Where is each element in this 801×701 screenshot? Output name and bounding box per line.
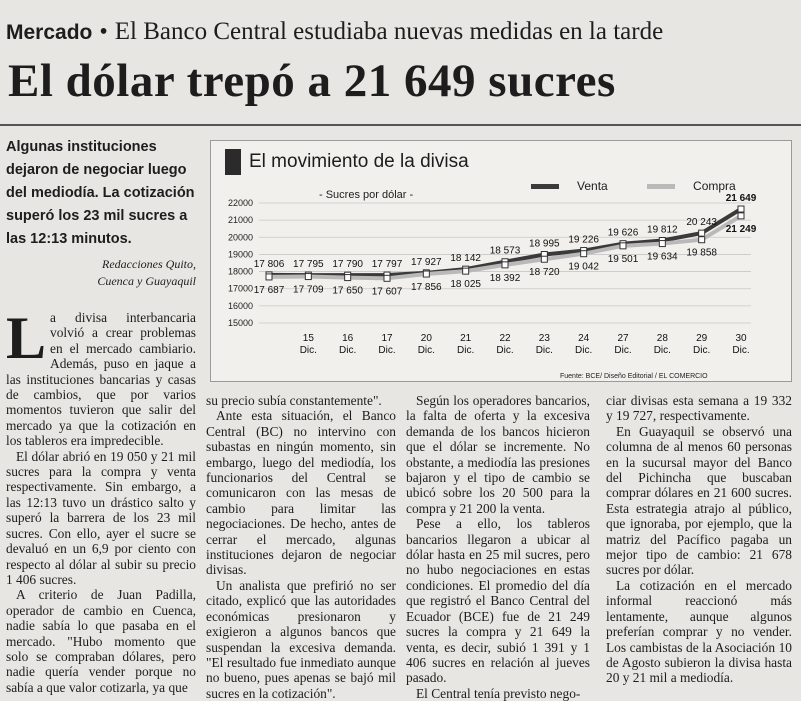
x-tick-label: Dic. <box>575 345 593 356</box>
data-label-venta: 19 812 <box>647 224 678 236</box>
x-tick-label: 29 <box>696 333 708 344</box>
y-tick-label: 16000 <box>227 300 253 311</box>
data-label-compra: 17 709 <box>293 284 324 296</box>
data-label-venta: 17 927 <box>411 256 442 268</box>
x-tick-label: Dic. <box>535 345 553 356</box>
x-tick-label: 15 <box>302 333 314 344</box>
x-tick-label: Dic. <box>614 345 632 356</box>
point-compra <box>699 237 705 243</box>
body-column-4 <box>606 393 792 686</box>
point-compra <box>266 274 272 280</box>
kicker <box>6 18 796 52</box>
point-compra <box>502 262 508 268</box>
data-label-venta: 21 649 <box>725 193 757 205</box>
data-label-compra: 19 042 <box>568 261 599 273</box>
data-label-venta: 18 142 <box>450 253 481 265</box>
point-compra <box>384 275 390 281</box>
y-tick-label: 20000 <box>227 232 253 243</box>
col3-paragraph-3: El Central tenía previsto nego- <box>416 685 581 701</box>
point-compra <box>345 275 351 281</box>
data-label-venta: 17 795 <box>293 259 324 271</box>
point-compra <box>423 271 429 277</box>
col1-paragraph-3: A criterio de Juan Padilla, operador de cambio en Cuenca, nadie sabía lo que pasaba en el mercado. "Hubo momento que solo se compraban dólares, pero nadie quería vender porque no sabía a que valor cotizarla, ya que <box>6 587 196 695</box>
headline: El dólar trepó a 21 649 sucres <box>8 55 616 107</box>
kicker-bullet: • <box>99 19 108 45</box>
col3-paragraph-2: Pese a ello, los tableros bancarios llegaron a ubicar al dólar hasta en 25 mil sucres, pero no hubo negociaciones en estas condiciones. El promedio del día que registró el Banco Central del Ecuador (BCE) fue de 21 249 sucres la compra y 21 649 la venta, es decir, subió 1 391 y 1 406 sucres en relación al jueves pasado. <box>406 516 590 686</box>
x-tick-label: Dic. <box>339 345 357 356</box>
x-tick-label: 24 <box>578 333 590 344</box>
data-label-compra: 18 720 <box>529 267 560 279</box>
body-column-1 <box>6 305 196 695</box>
dropcap: L <box>6 305 47 371</box>
chart-subtitle: - Sucres por dólar - <box>319 189 414 201</box>
y-tick-label: 21000 <box>227 215 253 226</box>
x-tick-label: 27 <box>617 333 629 344</box>
y-tick-label: 22000 <box>227 198 253 208</box>
col2-paragraph-2: Ante esta situación, el Banco Central (BC) no intervino con subastas en ningún momento, sin embargo, luego del mediodía, los funcionarios del Central se comunicaron con las mesas de cambio para limitar las negociaciones. De hecho, antes de cerrar el mercado, algunas instituciones dejaron de negociar divisas. <box>206 408 396 578</box>
data-label-venta: 20 243 <box>686 217 717 229</box>
x-tick-label: 21 <box>460 333 472 344</box>
data-label-venta: 19 626 <box>607 227 639 239</box>
x-tick-label: Dic. <box>693 345 711 356</box>
y-tick-label: 19000 <box>227 249 253 260</box>
legend-venta-label: Venta <box>577 179 608 193</box>
x-tick-label: 16 <box>342 333 354 344</box>
x-tick-label: Dic. <box>732 345 750 356</box>
x-tick-label: Dic. <box>299 345 317 356</box>
point-venta <box>699 230 705 236</box>
byline-line-2: Cuenca y Guayaquil <box>97 274 196 288</box>
data-label-compra: 19 634 <box>647 251 678 263</box>
data-label-compra: 17 650 <box>332 285 363 297</box>
data-label-compra: 19 858 <box>686 247 717 259</box>
point-compra <box>738 213 744 219</box>
y-tick-label: 18000 <box>227 266 253 277</box>
y-tick-label: 17000 <box>227 283 253 294</box>
x-tick-label: Dic. <box>653 345 671 356</box>
section-label: Mercado <box>6 21 93 44</box>
data-label-venta: 17 790 <box>332 259 363 271</box>
x-tick-label: 30 <box>735 333 747 344</box>
data-label-compra: 19 501 <box>607 253 639 265</box>
data-label-compra: 17 856 <box>411 282 442 294</box>
x-tick-label: Dic. <box>457 345 475 356</box>
point-compra <box>305 274 311 280</box>
body-column-3 <box>406 393 590 701</box>
data-label-compra: 21 249 <box>725 223 757 235</box>
data-label-venta: 17 806 <box>253 258 285 270</box>
chart-title-text: El movimiento de la divisa <box>249 151 469 173</box>
col2-paragraph-3: Un analista que prefirió no ser citado, explicó que las autoridades económicas presionaron y exigieron a algunos bancos que suspendan la excesiva demanda. "El resultado fue inmediato aunque no bueno, pues apenas se bajó mil sucres en la cotización". <box>206 577 396 701</box>
chart-plot <box>211 141 791 381</box>
x-tick-label: 28 <box>656 333 668 344</box>
data-label-venta: 18 573 <box>489 245 521 257</box>
point-compra <box>659 241 665 247</box>
x-tick-label: 23 <box>538 333 550 344</box>
x-tick-label: 20 <box>420 333 432 344</box>
chart-source: Fuente: BCE/ Diseño Editorial / EL COMERCIO <box>560 373 708 380</box>
lede: Algunas instituciones dejaron de negociar luego del mediodía. La cotización superó los 23 mil sucres a las 12:13 minutos. <box>6 139 195 247</box>
x-tick-label: Dic. <box>378 345 396 356</box>
point-compra <box>581 251 587 257</box>
point-compra <box>620 243 626 249</box>
point-compra <box>541 256 547 262</box>
col4-paragraph-2: En Guayaquil se observó una columna de al menos 60 personas en la sucursal mayor del Banco del Pichincha que buscaban comprar dólares en 21 600 sucres. Esta estrategia atrajo al público, que ignoraba, por ejemplo, que la matriz del Pacífico pagaba un mejor tipo de cambio: 21 678 sucres por dólar. <box>606 423 792 578</box>
data-label-compra: 17 607 <box>371 286 403 298</box>
data-label-venta: 18 995 <box>529 238 560 250</box>
col1-paragraph-1-text: a divisa interbancaria volvió a crear problemas en el mercado cambiario. Además, puso en jaque a las instituciones bancarias y casas de cambios, que por varios momentos tuvieron que salir del mercado ya que la cotización en los tableros era impredecible. <box>6 310 196 449</box>
data-label-compra: 17 687 <box>253 284 285 296</box>
byline-line-1: Redacciones Quito, <box>102 257 196 271</box>
y-tick-label: 15000 <box>227 318 253 328</box>
data-label-compra: 18 392 <box>489 272 521 284</box>
legend-compra-label: Compra <box>693 179 736 193</box>
data-label-venta: 19 226 <box>568 234 599 246</box>
col1-paragraph-1 <box>6 305 196 449</box>
header-rule <box>0 124 801 126</box>
point-compra <box>463 268 469 274</box>
x-tick-label: Dic. <box>417 345 435 356</box>
col1-paragraph-2: El dólar abrió en 19 050 y 21 mil sucres para la compra y venta respectivamente. Sin embargo, a las 12:13 tuvo un drástico salto y superó la barrera de los 23 mil sucres. Con ello, ayer el sucre se devaluó en un 6,9 por ciento con respecto al dólar al subir su precio 1 406 sucres. <box>6 448 196 587</box>
byline <box>80 256 196 290</box>
chart-box <box>210 140 792 382</box>
x-tick-label: 22 <box>499 333 511 344</box>
data-label-venta: 17 797 <box>371 259 403 271</box>
x-tick-label: Dic. <box>496 345 514 356</box>
x-tick-label: 17 <box>381 333 393 344</box>
col4-paragraph-1: ciar divisas esta semana a 19 332 y 19 727, respectivamente. <box>606 393 792 424</box>
kicker-subtitle: El Banco Central estudiaba nuevas medidas en la tarde <box>114 18 664 45</box>
data-label-compra: 18 025 <box>450 279 481 291</box>
point-venta <box>738 206 744 212</box>
col3-paragraph-1: Según los operadores bancarios, la falta de oferta y la excesiva demanda de los bancos hicieron que el dólar se incremente. No obstante, a mediodía las presiones bajaron y el tipo de cambio se ubicó sobre los 20 500 para la compra y 21 200 la venta. <box>406 393 590 516</box>
body-column-2 <box>206 393 396 701</box>
col4-paragraph-3: La cotización en el mercado informal reaccionó más lentamente, aunque algunos preferían comprar y no vender. Los cambistas de la Asociación 10 de Agosto subieron la divisa hasta 20 y 21 mil a mediodía. <box>606 577 792 686</box>
col2-paragraph-1: su precio subía constantemente". <box>206 393 382 408</box>
